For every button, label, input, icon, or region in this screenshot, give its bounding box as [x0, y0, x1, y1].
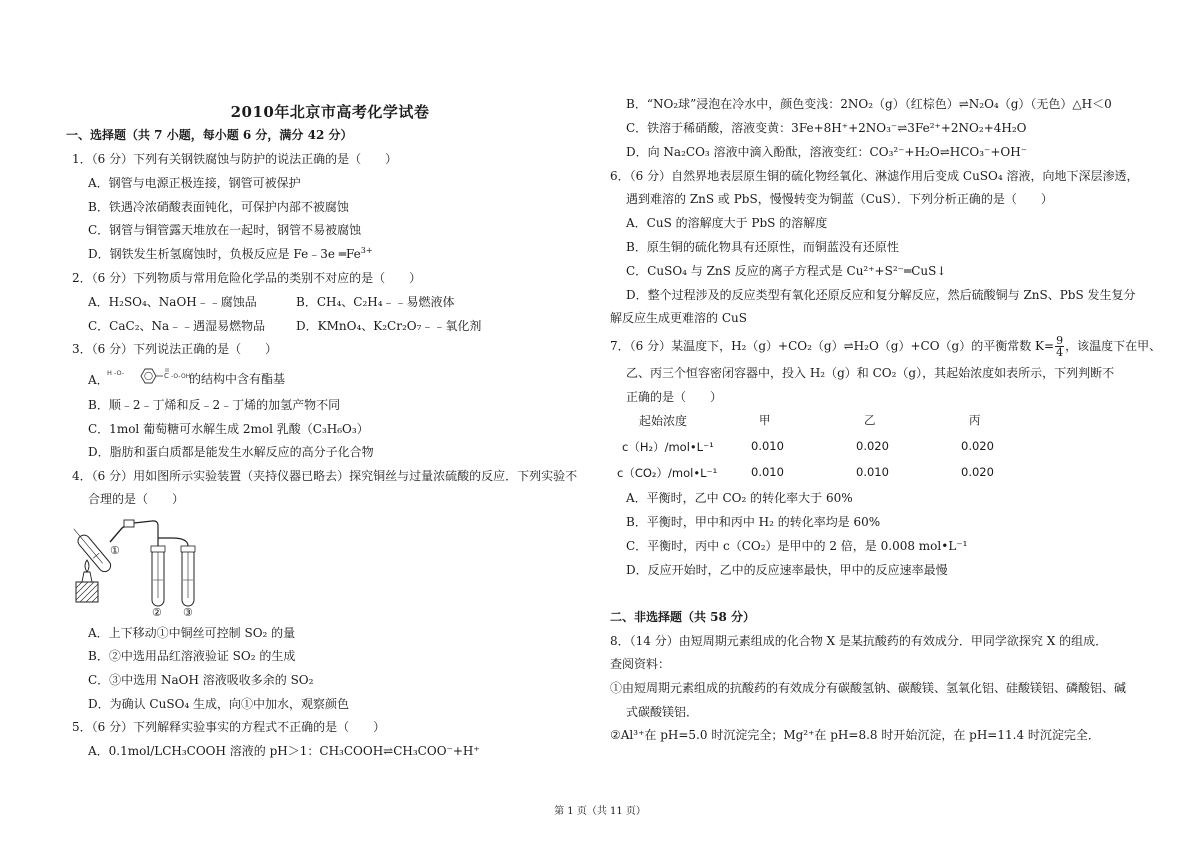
q2-option-b: B．CH₄、C₂H₄﹣﹣易燃液体: [296, 295, 455, 309]
table-row-co2-label: c（CO₂）/mol•L⁻¹: [617, 466, 718, 480]
q3-option-a-prefix: A．: [88, 373, 109, 387]
q6-option-a: A．CuS 的溶解度大于 PbS 的溶解度: [626, 216, 828, 230]
q1-option-d-sup: 3+: [360, 246, 373, 255]
table-header-bing: 丙: [969, 413, 981, 427]
q7-stem-line3: 正确的是（ ）: [626, 390, 723, 404]
q7-option-d: D．反应开始时，乙中的反应速率最快，甲中的反应速率最慢: [626, 563, 948, 577]
k-numerator: 9: [1056, 334, 1064, 347]
q3-stem: 3．（6 分）下列说法正确的是（ ）: [72, 342, 278, 356]
q7-stem-part1: 7．（6 分）某温度下，H₂（g）+CO₂（g）⇌H₂O（g）+CO（g）的平衡常数 K=: [610, 339, 1055, 353]
table-header-jia: 甲: [759, 413, 771, 427]
q8-reference-item1-line1: ①由短周期元素组成的抗酸药的有效成分有碳酸氢钠、碳酸镁、氢氧化铝、硅酸镁铝、磷酸铝、碱: [610, 681, 1127, 695]
q4-option-b: B．②中选用品红溶液验证 SO₂ 的生成: [88, 649, 296, 663]
q2-option-c: C．CaC₂、Na﹣﹣遇湿易燃物品: [88, 319, 266, 333]
q7-stem-part2: ，该温度下在甲、: [1065, 339, 1162, 353]
table-cell: 0.020: [961, 439, 994, 453]
q1-option-b: B．铁遇冷浓硝酸表面钝化，可保护内部不被腐蚀: [88, 200, 349, 214]
apparatus-label-2: ②: [152, 606, 162, 619]
section-heading-choice: 一、选择题（共 7 小题，每小题 6 分，满分 42 分）: [66, 128, 353, 142]
q6-option-d-line1: D．整个过程涉及的反应类型有氧化还原反应和复分解反应，然后硫酸铜与 ZnS、PbS 发生复分: [626, 288, 1136, 302]
q4-stem-line1: 4．（6 分）用如图所示实验装置（夹持仪器已略去）探究铜丝与过量浓硫酸的反应．下列实验不: [72, 469, 578, 483]
q7-option-c: C．平衡时，丙中 c（CO₂）是甲中的 2 倍，是 0.008 mol•L⁻¹: [626, 539, 968, 553]
q6-option-c: C．CuSO₄ 与 ZnS 反应的离子方程式是 Cu²⁺+S²⁻═CuS↓: [626, 264, 947, 278]
svg-text:OH: OH: [181, 373, 191, 380]
table-cell: 0.010: [751, 439, 784, 453]
q5-option-a: A．0.1mol/LCH₃COOH 溶液的 pH＞1：CH₃COOH⇌CH₃COO⁻+H⁺: [88, 744, 480, 758]
q3-option-b: B．顺﹣2﹣丁烯和反﹣2﹣丁烯的加氢产物不同: [88, 398, 341, 412]
q8-reference-item1-line2: 式碳酸镁铝．: [626, 705, 699, 719]
q7-option-b: B．平衡时，甲中和丙中 H₂ 的转化率均是 60%: [626, 515, 881, 529]
q6-option-d-line2: 解反应生成更难溶的 CuS: [610, 311, 747, 325]
q7-stem-line1: [610, 335, 1161, 358]
q6-stem-line1: 6．（6 分）自然界地表层原生铜的硫化物经氧化、淋滤作用后变成 CuSO₄ 溶液，向地下深层渗透，: [610, 169, 1139, 183]
table-cell: 0.010: [856, 465, 889, 479]
q7-option-a: A．平衡时，乙中 CO₂ 的转化率大于 60%: [626, 491, 853, 505]
q4-option-c: C．③中选用 NaOH 溶液吸收多余的 SO₂: [88, 673, 314, 687]
q1-stem: 1．（6 分）下列有关钢铁腐蚀与防护的说法正确的是（ ）: [72, 152, 398, 166]
q8-stem: 8．（14 分）由短周期元素组成的化合物 X 是某抗酸药的有效成分．甲同学欲探究 X 的组成．: [610, 634, 1108, 648]
q2-option-a: A．H₂SO₄、NaOH﹣﹣腐蚀品: [88, 295, 257, 309]
q8-reference-heading: 查阅资料：: [610, 657, 671, 671]
q1-option-c: C．钢管与铜管露天堆放在一起时，钢管不易被腐蚀: [88, 223, 362, 237]
q4-option-a: A．上下移动①中铜丝可控制 SO₂ 的量: [88, 626, 296, 640]
q6-option-b: B．原生铜的硫化物具有还原性，而铜蓝没有还原性: [626, 240, 899, 254]
page-footer: 第 1 页（共 11 页）: [554, 806, 646, 817]
q5-option-d: D．向 Na₂CO₃ 溶液中滴入酚酞，溶液变红：CO₃²⁻+H₂O⇌HCO₃⁻+OH⁻: [626, 145, 1028, 159]
svg-text:H -O-: H -O-: [107, 369, 125, 377]
q6-stem-line2: 遇到难溶的 ZnS 或 PbS，慢慢转变为铜蓝（CuS）．下列分析正确的是（ ）: [626, 192, 1053, 206]
q3-option-a: 的结构中含有酯基: [189, 372, 286, 386]
q5-option-c: C．铁溶于稀硝酸，溶液变黄：3Fe+8H⁺+2NO₃⁻⇌3Fe²⁺+2NO₂+4H₂O: [626, 121, 1027, 135]
section-heading-nonchoice: 二、非选择题（共 58 分）: [610, 610, 756, 624]
q5-option-b: B．“NO₂球”浸泡在冷水中，颜色变浅：2NO₂（g）（红棕色）⇌N₂O₄（g）（无色）△H＜0: [626, 97, 1112, 111]
q5-stem: 5．（6 分）下列解释实验事实的方程式不正确的是（ ）: [72, 720, 386, 734]
q8-reference-item2: ②Al³⁺在 pH=5.0 时沉淀完全；Mg²⁺在 pH=8.8 时开始沉淀，在 pH=11.4 时沉淀完全．: [610, 728, 1100, 742]
q1-option-a: A．钢管与电源正极连接，钢管可被保护: [88, 176, 301, 190]
equilibrium-constant-fraction: [1055, 335, 1064, 358]
q2-option-d: D．KMnO₄、K₂Cr₂O₇﹣﹣氧化剂: [296, 319, 482, 333]
q7-stem-line2: 乙、丙三个恒容密闭容器中，投入 H₂（g）和 CO₂（g），其起始浓度如表所示，下列判断不: [626, 366, 1115, 380]
table-header-concentration: 起始浓度: [639, 414, 688, 428]
svg-text:-O-: -O-: [171, 373, 181, 380]
k-denominator: 4: [1056, 346, 1064, 359]
table-cell: 0.020: [961, 465, 994, 479]
apparatus-label-1: ①: [110, 544, 120, 557]
q3-option-c: C．1mol 葡萄糖可水解生成 2mol 乳酸（C₃H₆O₃）: [88, 422, 369, 436]
benzene-structure-icon: [107, 366, 189, 390]
q4-option-d: D．为确认 CuSO₄ 生成，向①中加水，观察颜色: [88, 697, 350, 711]
q4-stem-line2: 合理的是（ ）: [88, 492, 185, 506]
apparatus-label-3: ③: [183, 606, 193, 619]
table-header-yi: 乙: [864, 413, 876, 427]
table-cell: 0.010: [751, 465, 784, 479]
table-row-h2-label: c（H₂）/mol•L⁻¹: [622, 440, 714, 454]
q2-stem: 2．（6 分）下列物质与常用危险化学品的类别不对应的是（ ）: [72, 271, 422, 285]
page-title: 2010年北京市高考化学试卷: [230, 103, 430, 121]
table-cell: 0.020: [856, 439, 889, 453]
q1-option-d: [88, 246, 373, 262]
q1-option-d-text: D．钢铁发生析氢腐蚀时，负极反应是 Fe﹣3e ═Fe: [88, 247, 361, 261]
q3-option-d: D．脂肪和蛋白质都是能发生水解反应的高分子化合物: [88, 445, 374, 459]
svg-text:C: C: [164, 372, 169, 380]
